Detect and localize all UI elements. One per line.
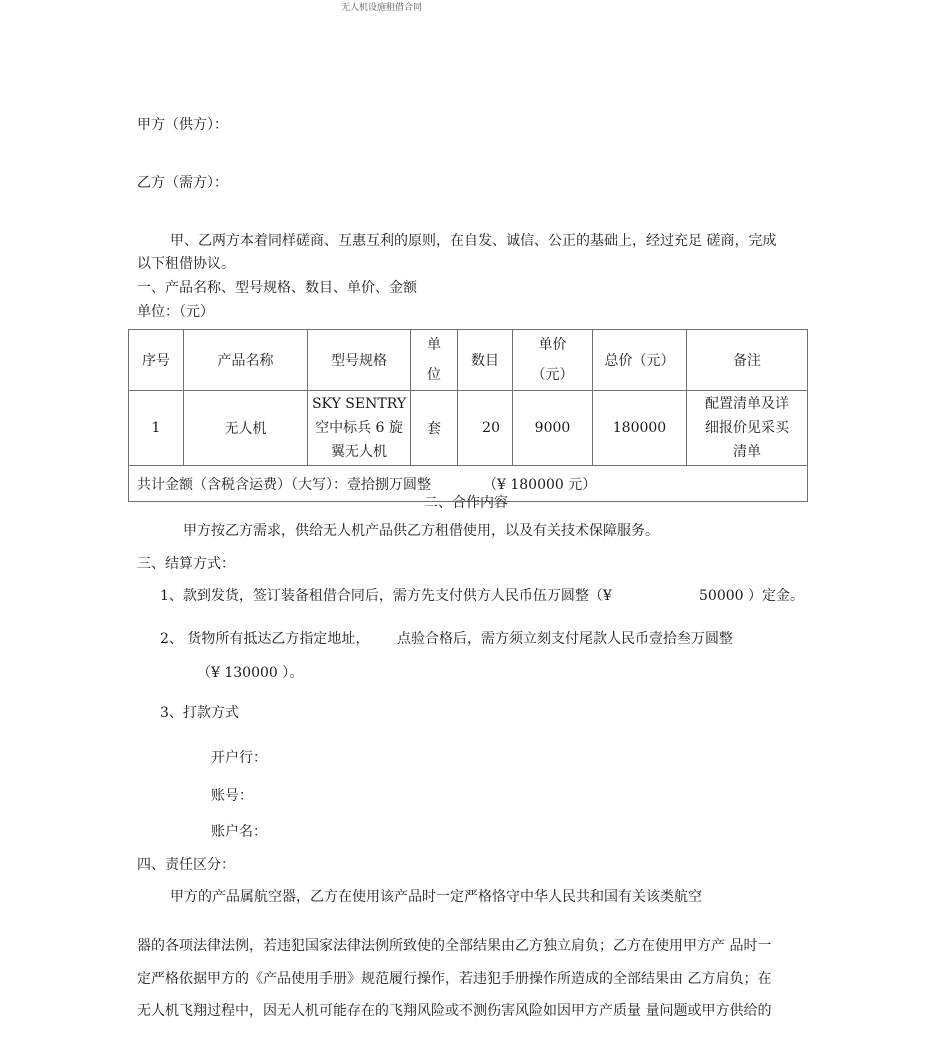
header-price-line-2: （元） (531, 367, 574, 383)
header-qty: 数目 (458, 330, 513, 391)
cell-total: 180000 (593, 391, 687, 466)
section-2-heading: 二、合作内容 (424, 495, 508, 511)
cell-remark-line-3: 清单 (733, 444, 761, 460)
header-no: 序号 (129, 330, 184, 391)
bank-label: 开户行： (211, 750, 267, 766)
section-4-para-4: 无人机飞翔过程中，因无人机可能存在的飞翔风险或不测伤害风险如因甲方产质量 量问题或甲方供给的 (137, 1003, 772, 1019)
header-unit-line-1: 单 (427, 337, 441, 353)
payment-item-2-c: （¥ 130000 ）。 (197, 665, 304, 681)
cell-price: 9000 (513, 391, 593, 466)
party-b-label: 乙方（需方）： (137, 175, 228, 191)
section-4-para-1: 甲方的产品属航空器，乙方在使用该产品时一定严格恪守中华人民共和国有关该类航空 (170, 889, 702, 905)
cell-qty: 20 (458, 391, 513, 466)
cell-unit: 套 (411, 391, 458, 466)
payment-item-3: 3、打款方式 (160, 705, 239, 721)
intro-line-1: 甲、乙两方本着同样磋商、互惠互利的原则，在自发、诚信、公正的基础上，经过充足 磋商，完成 (170, 233, 777, 249)
section-4-para-2: 器的各项法律法例，若违犯国家法律法例所致使的全部结果由乙方独立肩负；乙方在使用甲方产 品时一 (137, 938, 772, 954)
header-model: 型号规格 (308, 330, 411, 391)
cell-no: 1 (129, 391, 184, 466)
cell-remark-line-1: 配置清单及详 (705, 396, 789, 412)
running-header: 无人机设施租借合同 (341, 3, 423, 13)
cell-remark (687, 391, 808, 466)
header-name: 产品名称 (184, 330, 308, 391)
payment-item-2-a: 2、 货物所有抵达乙方指定地址， (160, 631, 370, 647)
section-4-heading: 四、责任区分： (137, 857, 235, 873)
cell-model-line-2: 空中标兵 6 旋 (315, 420, 403, 436)
section-2-body: 甲方按乙方需求，供给无人机产品供乙方租借使用，以及有关技术保障服务。 (183, 523, 659, 539)
header-total: 总价（元） (593, 330, 687, 391)
header-price (513, 330, 593, 391)
section-3-heading: 三、结算方式： (137, 556, 235, 572)
section-1-heading: 一、产品名称、型号规格、数目、单价、金额 (137, 280, 417, 296)
cell-model-line-3: 翼无人机 (331, 444, 387, 460)
payment-item-1-a: 1、款到发货，签订装备租借合同后，需方先支付供方人民币伍万圆整（¥ (160, 588, 612, 604)
table-header-row (129, 330, 808, 391)
header-unit (411, 330, 458, 391)
product-table (128, 329, 808, 502)
header-price-line-1: 单价 (538, 337, 567, 353)
table-row (129, 391, 808, 466)
header-unit-line-2: 位 (427, 367, 441, 383)
cell-name: 无人机 (184, 391, 308, 466)
unit-note: 单位：（元） (137, 304, 214, 320)
account-label: 账号： (211, 788, 253, 804)
cell-remark-line-2: 细报价见采买 (705, 420, 789, 436)
payment-item-1-b: 50000 ）定金。 (699, 588, 804, 604)
cell-model-line-1: SKY SENTRY (311, 396, 407, 412)
total-label: 共计金额（含税含运费）（大写）：壹拾捌万圆整 (137, 476, 431, 493)
cell-model (308, 391, 411, 466)
payment-item-2-b: 点验合格后，需方须立刻支付尾款人民币壹拾叁万圆整 (397, 631, 733, 647)
party-a-label: 甲方（供方）： (137, 117, 228, 133)
total-amount: （¥ 180000 元） (483, 476, 597, 493)
section-4-para-3: 定严格依据甲方的《产品使用手册》规范履行操作，若违犯手册操作所造成的全部结果由 乙方肩负；在 (137, 971, 772, 987)
header-remark: 备注 (687, 330, 808, 391)
account-name-label: 账户名： (211, 824, 267, 840)
intro-line-2: 以下租借协议。 (137, 256, 235, 272)
